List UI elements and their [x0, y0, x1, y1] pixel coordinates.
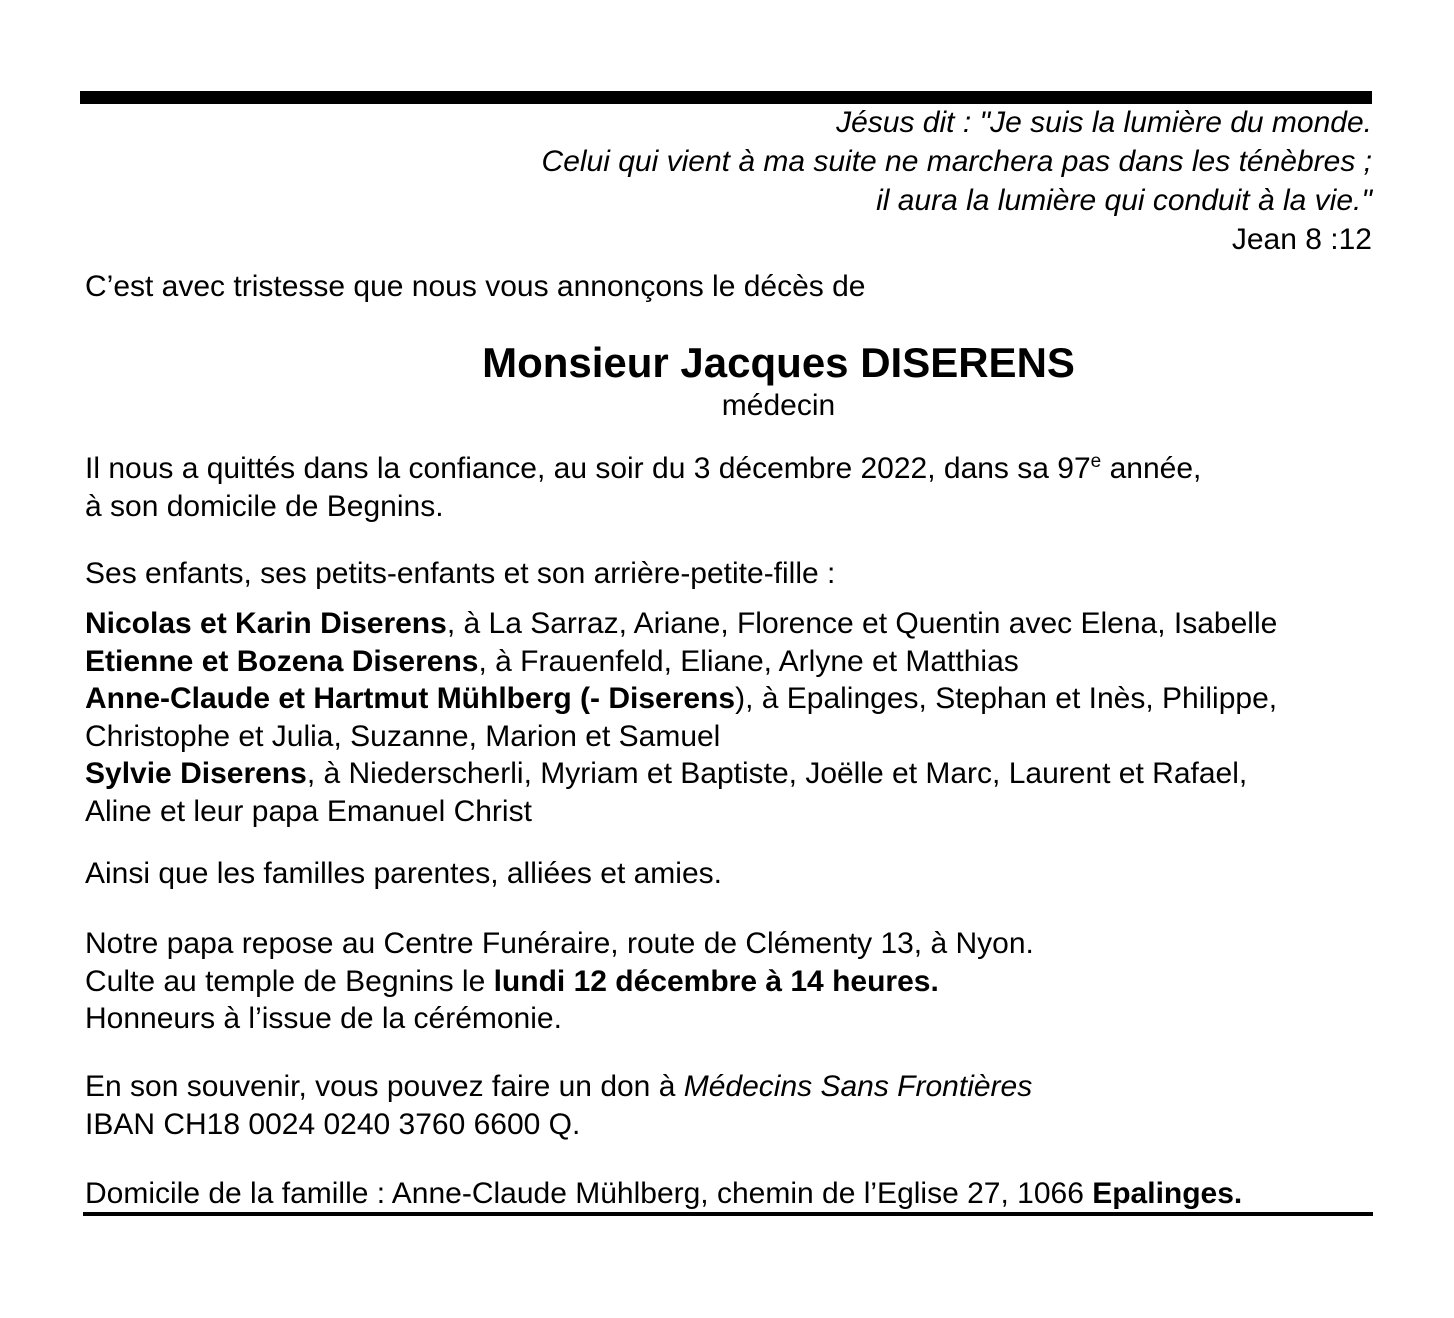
- quote-reference: Jean 8 :12: [1231, 223, 1372, 256]
- family-address-start: Domicile de la famille : Anne-Claude Mühlberg, chemin de l’Eglise 27, 1066: [85, 1177, 1093, 1210]
- family-line: [85, 680, 1372, 718]
- family-line-names: Nicolas et Karin Diserens: [85, 607, 447, 640]
- passing-line-1-start: Il nous a quittés dans la confiance, au soir du 3 décembre 2022, dans sa 97: [85, 452, 1091, 485]
- deceased-name: Monsieur Jacques DISERENS: [482, 339, 1075, 386]
- family-line-detail: Aline et leur papa Emanuel Christ: [85, 794, 532, 828]
- family-line-names: Etienne et Bozena Diserens: [85, 644, 479, 678]
- ceremony-date: lundi 12 décembre à 14 heures.: [493, 964, 939, 998]
- quote-line-3: il aura la lumière qui conduit à la vie.": [876, 184, 1372, 217]
- passing-line-2: à son domicile de Begnins.: [85, 490, 444, 523]
- family-address: [85, 1175, 1372, 1213]
- passing-superscript: e: [1090, 451, 1102, 472]
- family-line-detail: , à Frauenfeld, Eliane, Arlyne et Matthias: [478, 644, 1019, 678]
- donation-iban: IBAN CH18 0024 0240 3760 6600 Q.: [85, 1107, 581, 1141]
- donation-line-1: [85, 1068, 1372, 1106]
- ceremony-line-1: Notre papa repose au Centre Funéraire, route de Clémenty 13, à Nyon.: [85, 927, 1034, 960]
- family-line-detail: ), à Epalinges, Stephan et Inès, Philippe,: [735, 682, 1278, 716]
- family-line-names: Sylvie Diserens: [85, 757, 307, 791]
- quote-line-1: Jésus dit : "Je suis la lumière du monde.: [836, 106, 1372, 139]
- family-line: [85, 793, 1372, 831]
- donation-paragraph: [85, 1068, 1372, 1143]
- scripture-quote: [85, 103, 1372, 259]
- donation-line-1-start: En son souvenir, vous pouvez faire un don à: [85, 1070, 684, 1103]
- family-line-detail: , à La Sarraz, Ariane, Florence et Quentin avec Elena, Isabelle: [446, 607, 1278, 640]
- ceremony-line-2-start: Culte au temple de Begnins le: [85, 964, 494, 998]
- deceased-profession: médecin: [721, 389, 836, 422]
- family-line-detail: Christophe et Julia, Suzanne, Marion et Samuel: [85, 719, 721, 753]
- family-line: [85, 643, 1372, 681]
- bottom-rule: [83, 1212, 1373, 1216]
- family-list: [85, 605, 1372, 831]
- family-closing: Ainsi que les familles parentes, alliées et amies.: [85, 857, 722, 890]
- family-line: [85, 718, 1372, 756]
- ceremony-line-2: [85, 963, 1372, 1001]
- announcement-intro: C’est avec tristesse que nous vous annonçons le décès de: [85, 270, 866, 303]
- family-line: [85, 605, 1372, 643]
- passing-line-1-end: année,: [1101, 452, 1202, 485]
- ceremony-line-3: Honneurs à l’issue de la cérémonie.: [85, 1002, 562, 1036]
- passing-line-1: [85, 450, 1372, 488]
- passing-paragraph: [85, 450, 1372, 526]
- family-line-detail: , à Niederscherli, Myriam et Baptiste, Joëlle et Marc, Laurent et Rafael,: [306, 757, 1248, 791]
- family-heading: Ses enfants, ses petits-enfants et son arrière-petite-fille :: [85, 557, 836, 590]
- family-address-city: Epalinges.: [1092, 1177, 1243, 1210]
- ceremony-paragraph: [85, 925, 1372, 1038]
- quote-line-2: Celui qui vient à ma suite ne marchera pas dans les ténèbres ;: [541, 145, 1372, 178]
- family-line-names: Anne-Claude et Hartmut Mühlberg (- Diserens: [85, 682, 736, 716]
- family-line: [85, 755, 1372, 793]
- deceased-block: [85, 339, 1372, 425]
- donation-organization: Médecins Sans Frontières: [683, 1070, 1033, 1103]
